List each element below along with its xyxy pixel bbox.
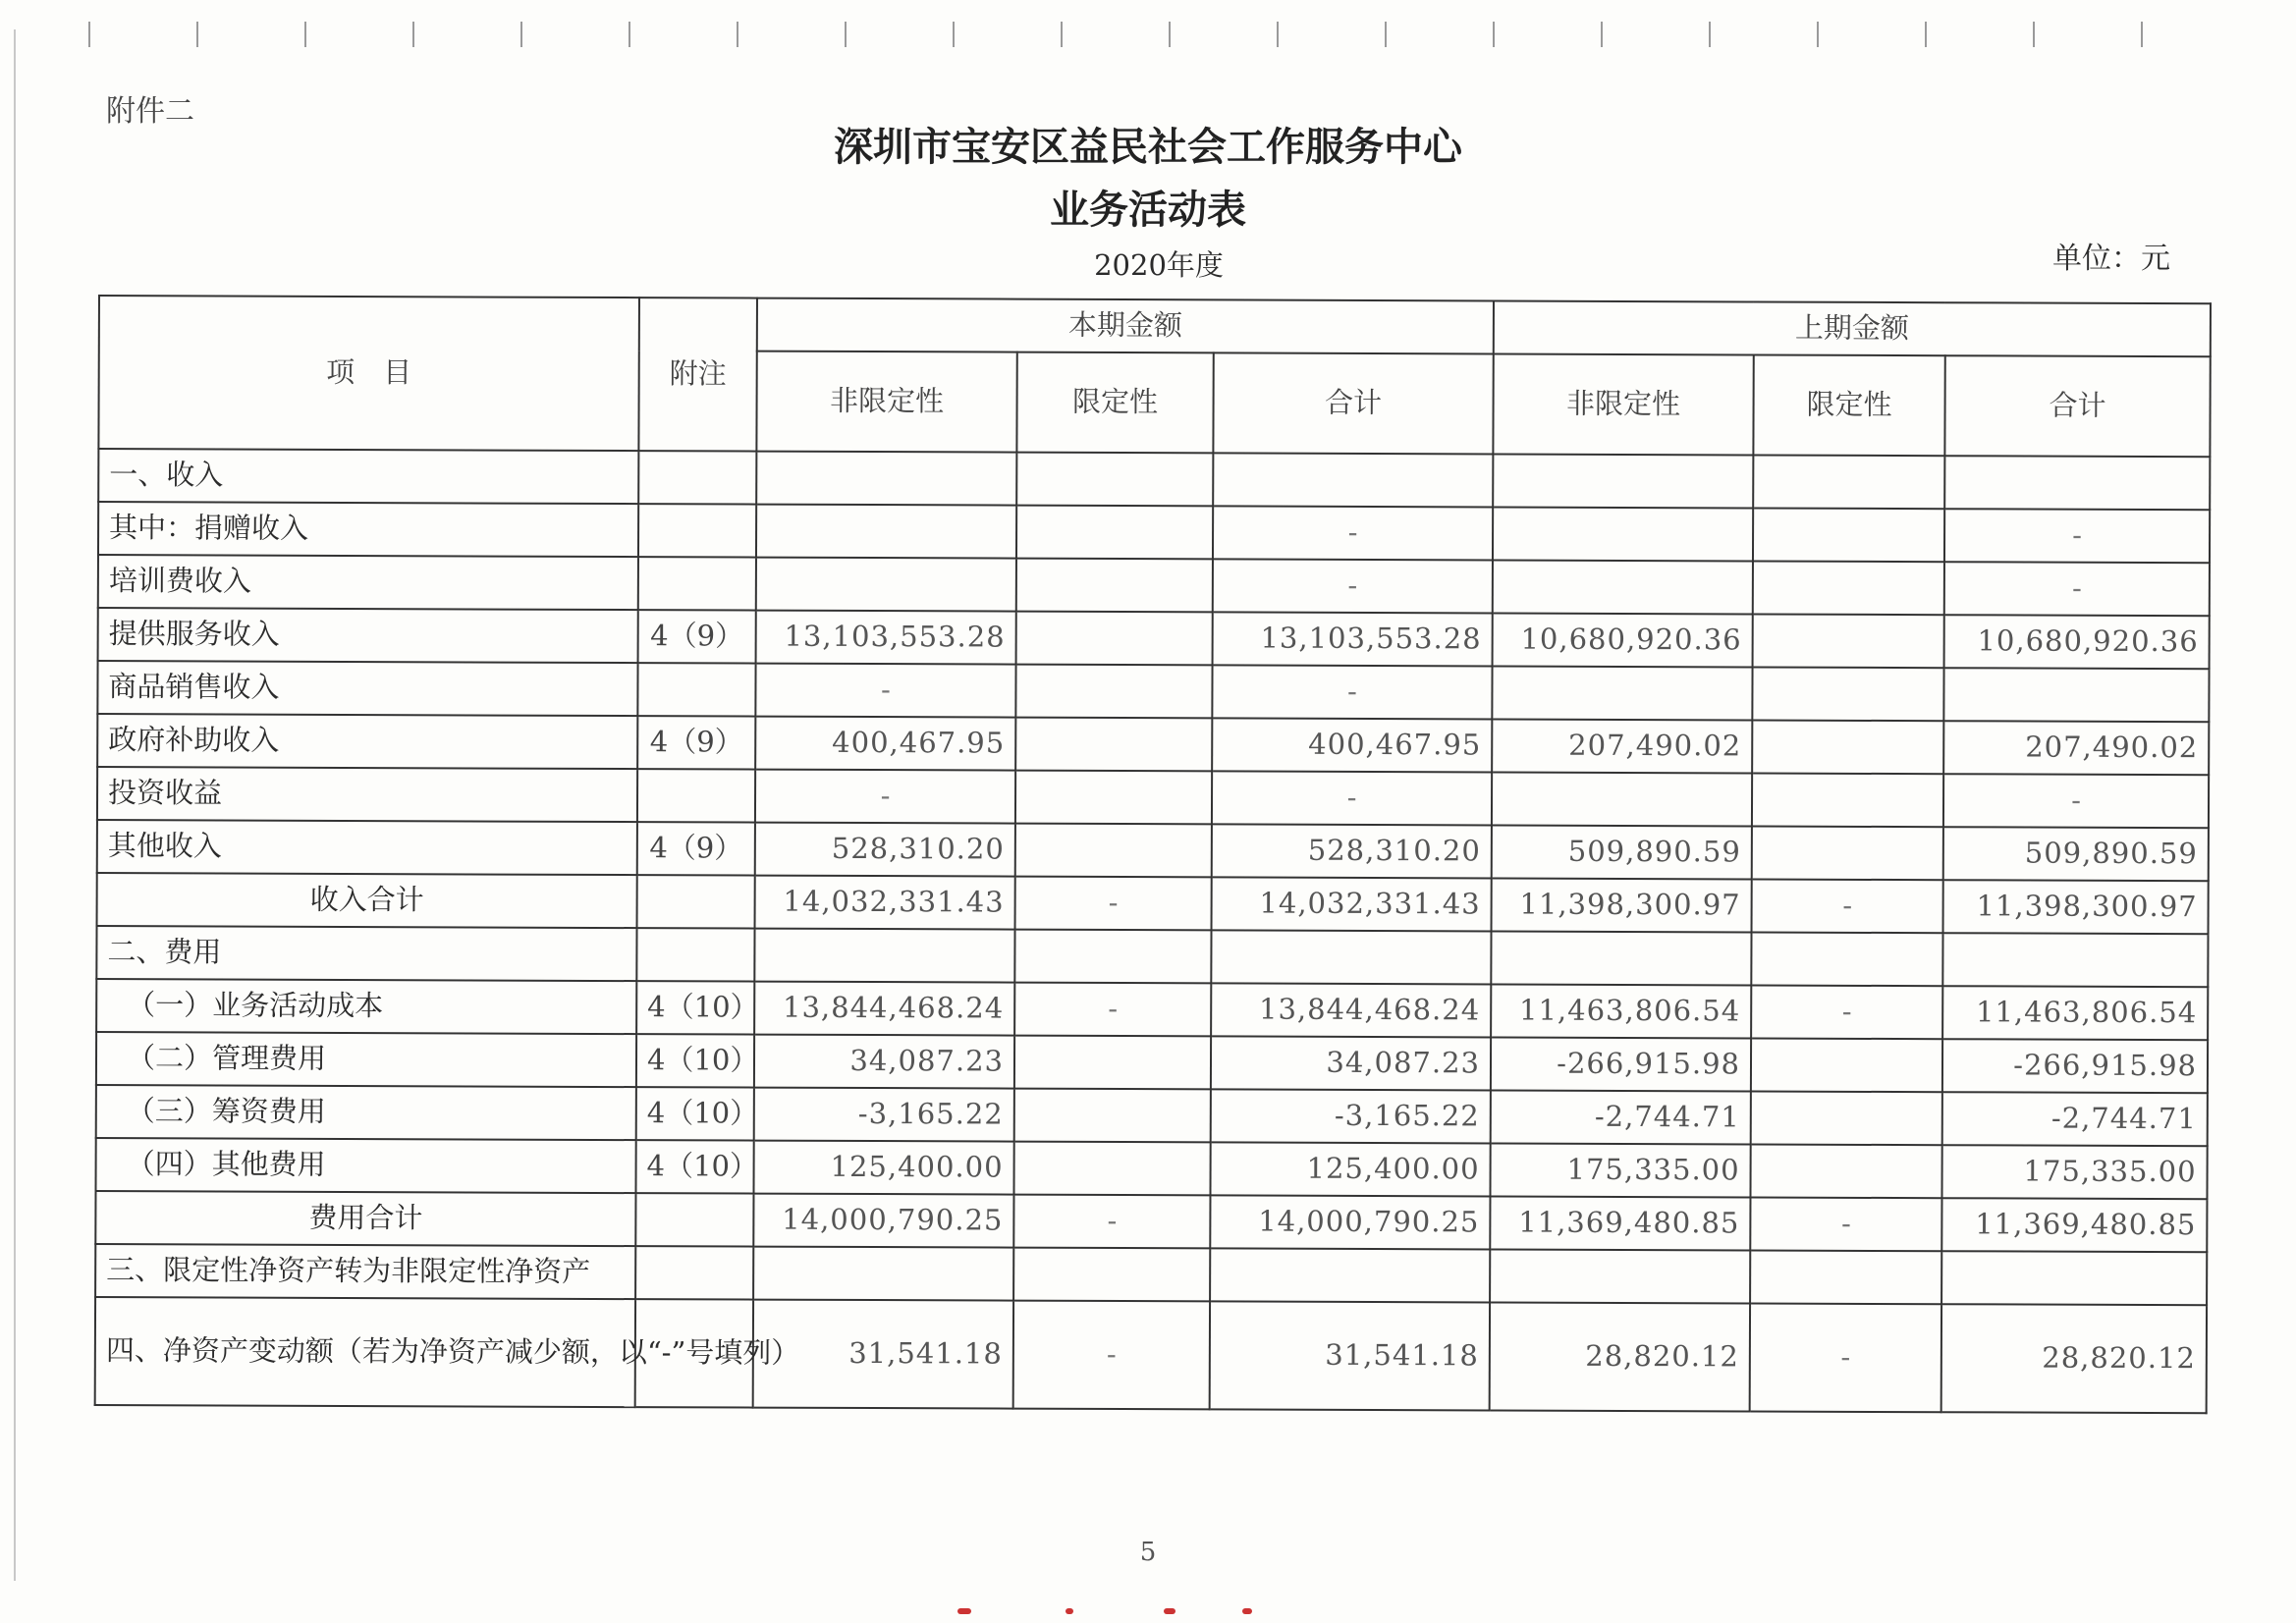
amount-cell: 207,490.02 xyxy=(1492,719,1752,773)
header-note: 附注 xyxy=(638,298,757,451)
table-row xyxy=(95,1297,2207,1413)
amount-cell xyxy=(1013,1142,1210,1196)
amount-cell: 28,820.12 xyxy=(1941,1304,2207,1413)
table-row xyxy=(98,449,2210,510)
row-note xyxy=(638,557,756,610)
row-note xyxy=(635,1246,753,1299)
amount-cell xyxy=(1942,933,2208,987)
amount-cell: - xyxy=(1014,983,1211,1037)
header-current-unrestricted: 非限定性 xyxy=(756,352,1016,453)
amount-cell xyxy=(1751,1091,1942,1145)
row-note: 4（9） xyxy=(637,716,755,769)
amount-cell: 11,369,480.85 xyxy=(1941,1198,2207,1252)
amount-cell xyxy=(1753,561,1944,615)
row-note xyxy=(636,928,754,981)
amount-cell xyxy=(1752,826,1943,880)
table-row xyxy=(95,1191,2207,1252)
row-note xyxy=(638,451,756,504)
row-label: 提供服务收入 xyxy=(98,608,638,663)
amount-cell xyxy=(1016,559,1213,613)
amount-cell xyxy=(1213,453,1493,507)
amount-cell: 528,310.20 xyxy=(1212,824,1492,878)
amount-cell: - xyxy=(1750,1197,1941,1251)
amount-cell xyxy=(1493,560,1753,614)
amount-cell: 13,103,553.28 xyxy=(1213,612,1493,666)
amount-cell xyxy=(1493,507,1753,561)
table-row xyxy=(98,608,2210,669)
row-label: 培训费收入 xyxy=(98,555,638,610)
row-label: （一）业务活动成本 xyxy=(96,979,636,1034)
amount-cell: - xyxy=(755,770,1015,824)
amount-cell xyxy=(1016,612,1213,666)
table-row xyxy=(97,873,2209,934)
report-title: 业务活动表 xyxy=(1050,187,1246,233)
amount-cell: -266,915.98 xyxy=(1942,1039,2208,1093)
amount-cell: 207,490.02 xyxy=(1943,721,2209,775)
attachment-label: 附件二 xyxy=(106,94,194,129)
header-prior-period: 上期金额 xyxy=(1494,300,2211,356)
amount-cell xyxy=(1014,1036,1211,1090)
amount-cell: 125,400.00 xyxy=(1210,1142,1490,1196)
amount-cell: 11,398,300.97 xyxy=(1943,880,2209,934)
business-activity-table xyxy=(94,295,2212,1414)
amount-cell xyxy=(1752,667,1943,721)
amount-cell: 34,087.23 xyxy=(754,1035,1014,1089)
amount-cell xyxy=(1014,1089,1211,1143)
amount-cell: -266,915.98 xyxy=(1491,1037,1751,1091)
header-current-period: 本期金额 xyxy=(757,298,1494,354)
amount-cell: 10,680,920.36 xyxy=(1944,615,2210,669)
amount-cell xyxy=(1753,614,1944,668)
amount-cell xyxy=(1014,930,1211,984)
row-note: 4（10） xyxy=(636,981,754,1034)
amount-cell xyxy=(1753,508,1944,562)
row-label: 三、限定性净资产转为非限定性净资产 xyxy=(95,1244,635,1299)
row-label: 商品销售收入 xyxy=(97,661,637,716)
amount-cell xyxy=(1016,506,1213,560)
amount-cell xyxy=(1492,666,1752,720)
amount-cell: - xyxy=(755,664,1015,718)
amount-cell xyxy=(1750,1144,1941,1198)
amount-cell xyxy=(1210,1248,1490,1302)
table-row xyxy=(95,1138,2207,1199)
amount-cell: -3,165.22 xyxy=(754,1088,1014,1142)
amount-cell xyxy=(1492,772,1752,826)
amount-cell: 11,463,806.54 xyxy=(1491,984,1751,1038)
page-number: 5 xyxy=(1139,1538,1157,1567)
amount-cell: - xyxy=(1013,1195,1210,1249)
amount-cell xyxy=(1750,1250,1941,1304)
table-body xyxy=(95,449,2211,1413)
amount-cell: 13,844,468.24 xyxy=(1211,983,1491,1037)
amount-cell: 125,400.00 xyxy=(753,1141,1013,1195)
table-row xyxy=(96,1085,2208,1146)
scan-edge-line xyxy=(14,29,16,1581)
table-row xyxy=(98,502,2210,563)
amount-cell: - xyxy=(1750,1303,1941,1412)
amount-cell: 528,310.20 xyxy=(755,823,1015,877)
amount-cell: 13,103,553.28 xyxy=(756,611,1016,665)
amount-cell: 400,467.95 xyxy=(1212,718,1492,772)
amount-cell xyxy=(1015,771,1212,825)
amount-cell xyxy=(1941,1251,2207,1305)
amount-cell: 509,890.59 xyxy=(1943,827,2209,881)
row-label: （三）筹资费用 xyxy=(96,1085,636,1140)
row-label: （二）管理费用 xyxy=(96,1032,636,1087)
header-prior-total: 合计 xyxy=(1944,355,2210,457)
row-note: 4（9） xyxy=(637,822,755,875)
amount-cell: - xyxy=(1752,879,1943,933)
amount-cell: - xyxy=(1212,665,1492,719)
amount-cell xyxy=(1751,932,1942,986)
row-label: 政府补助收入 xyxy=(97,714,637,769)
header-prior-restricted: 限定性 xyxy=(1753,354,1944,456)
amount-cell: - xyxy=(1944,509,2210,563)
amount-cell: 14,000,790.25 xyxy=(1210,1195,1490,1249)
amount-cell xyxy=(1015,824,1212,878)
table-row xyxy=(95,1244,2207,1305)
table-row xyxy=(96,926,2208,987)
row-label: 一、收入 xyxy=(98,449,638,504)
header-current-total: 合计 xyxy=(1213,352,1493,454)
row-note: 4（9） xyxy=(638,610,756,663)
amount-cell xyxy=(754,929,1014,983)
amount-cell xyxy=(1490,1249,1750,1303)
amount-cell xyxy=(1753,455,1944,509)
amount-cell: 400,467.95 xyxy=(755,717,1015,771)
amount-cell xyxy=(1211,930,1491,984)
amount-cell: - xyxy=(1013,1301,1210,1410)
amount-cell xyxy=(1016,453,1213,507)
amount-cell xyxy=(753,1247,1013,1301)
row-label: 投资收益 xyxy=(97,767,637,822)
amount-cell: -2,744.71 xyxy=(1942,1092,2208,1146)
row-label: 四、净资产变动额（若为净资产减少额，以“-”号填列） xyxy=(95,1297,635,1407)
amount-cell: - xyxy=(1943,774,2209,828)
header-item: 项 目 xyxy=(98,296,639,451)
amount-cell: 31,541.18 xyxy=(753,1300,1013,1409)
row-label: （四）其他费用 xyxy=(95,1138,635,1193)
row-label: 其中：捐赠收入 xyxy=(98,502,638,557)
amount-cell: 13,844,468.24 xyxy=(754,982,1014,1036)
amount-cell: - xyxy=(1212,771,1492,825)
amount-cell: 175,335.00 xyxy=(1941,1145,2207,1199)
amount-cell xyxy=(1752,773,1943,827)
amount-cell xyxy=(1943,668,2209,722)
amount-cell xyxy=(1944,456,2210,510)
scan-edge-ticks xyxy=(39,22,2200,51)
amount-cell: 14,000,790.25 xyxy=(753,1194,1013,1248)
amount-cell: 28,820.12 xyxy=(1490,1302,1750,1411)
table-row xyxy=(97,820,2209,881)
row-note: 4（10） xyxy=(636,1034,754,1087)
amount-cell: 31,541.18 xyxy=(1210,1301,1490,1410)
amount-cell xyxy=(1493,454,1753,508)
amount-cell: - xyxy=(1944,562,2210,616)
header-current-restricted: 限定性 xyxy=(1016,352,1213,454)
amount-cell: - xyxy=(1751,985,1942,1039)
amount-cell: -2,744.71 xyxy=(1491,1090,1751,1144)
row-note xyxy=(637,663,755,716)
table-row xyxy=(96,1032,2208,1093)
amount-cell xyxy=(1491,931,1751,985)
amount-cell: - xyxy=(1015,877,1212,931)
amount-cell: 14,032,331.43 xyxy=(1212,877,1492,931)
amount-cell xyxy=(756,558,1016,612)
amount-cell: 34,087.23 xyxy=(1211,1036,1491,1090)
amount-cell xyxy=(1751,1038,1942,1092)
row-label: 收入合计 xyxy=(97,873,637,928)
row-note: 4（10） xyxy=(636,1087,754,1140)
amount-cell: 175,335.00 xyxy=(1490,1143,1750,1197)
amount-cell: 509,890.59 xyxy=(1492,825,1752,879)
amount-cell: -3,165.22 xyxy=(1211,1089,1491,1143)
amount-cell xyxy=(756,452,1016,506)
row-label: 二、费用 xyxy=(96,926,636,981)
amount-cell: 14,032,331.43 xyxy=(755,876,1015,930)
amount-cell xyxy=(1752,720,1943,774)
amount-cell: 11,463,806.54 xyxy=(1942,986,2208,1040)
table-row xyxy=(97,661,2209,722)
organization-title: 深圳市宝安区益民社会工作服务中心 xyxy=(834,124,1462,170)
amount-cell xyxy=(1013,1248,1210,1302)
header-prior-unrestricted: 非限定性 xyxy=(1493,353,1753,455)
table-row xyxy=(98,555,2210,616)
table-row xyxy=(97,767,2209,828)
row-note xyxy=(635,1193,753,1246)
row-label: 其他收入 xyxy=(97,820,637,875)
row-label: 费用合计 xyxy=(95,1191,635,1246)
row-note: 4（10） xyxy=(635,1140,753,1193)
amount-cell: - xyxy=(1213,506,1493,560)
table-row xyxy=(96,979,2208,1040)
row-note xyxy=(638,504,756,557)
amount-cell: 11,398,300.97 xyxy=(1492,878,1752,932)
amount-cell: 11,369,480.85 xyxy=(1490,1196,1750,1250)
currency-unit: 单位：元 xyxy=(2052,242,2170,276)
stamp-fragment xyxy=(957,1608,1272,1616)
amount-cell: 10,680,920.36 xyxy=(1493,613,1753,667)
amount-cell xyxy=(1015,665,1212,719)
amount-cell xyxy=(756,505,1016,559)
row-note xyxy=(637,875,755,928)
amount-cell xyxy=(1015,718,1212,772)
table-row xyxy=(97,714,2209,775)
amount-cell: - xyxy=(1213,559,1493,613)
row-note xyxy=(637,769,755,822)
report-year: 2020年度 xyxy=(1094,248,1224,282)
